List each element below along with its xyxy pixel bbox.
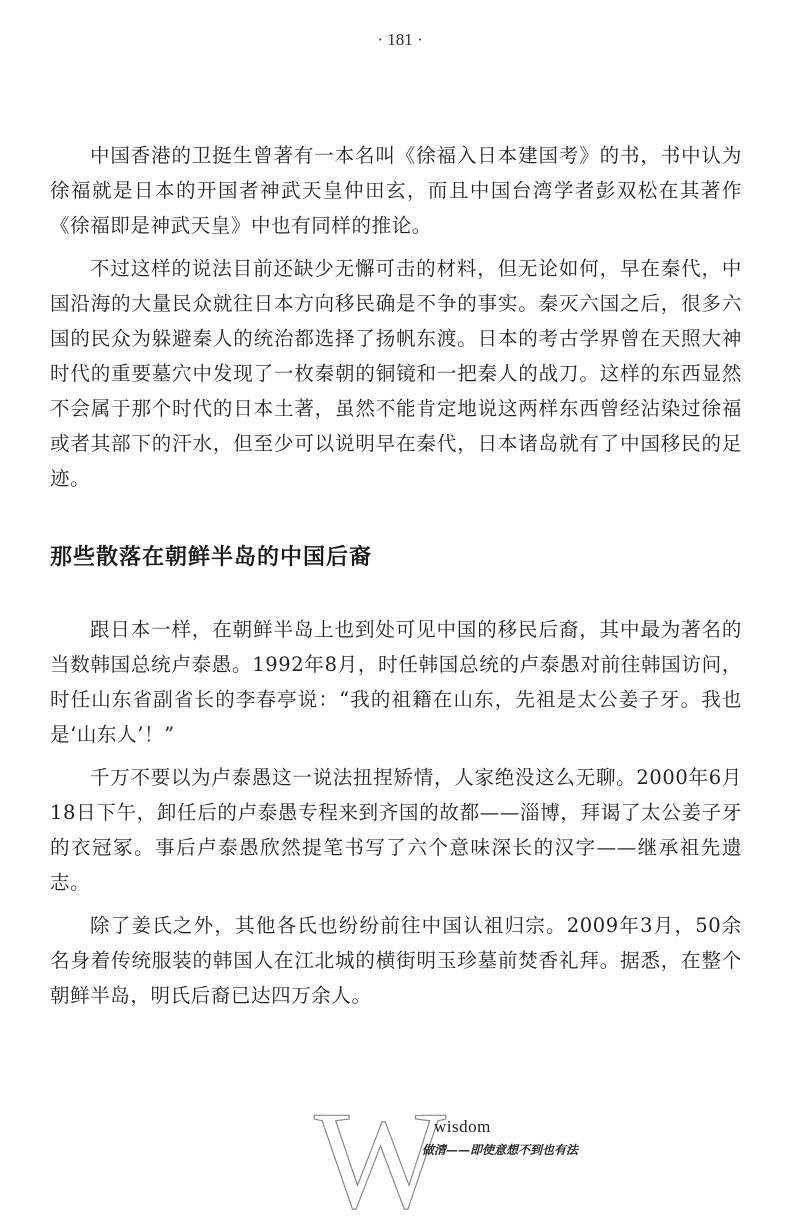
footer-brand-text: wisdom xyxy=(434,1117,491,1136)
footer-slogan: 做清——即使意想不到也有法 xyxy=(422,1143,579,1157)
section-heading: 那些散落在朝鲜半岛的中国后裔 xyxy=(50,545,373,570)
paragraph: 跟日本一样，在朝鲜半岛上也到处可见中国的移民后裔，其中最为著名的当数韩国总统卢泰愚。1992年8月，时任韩国总统的卢泰愚对前往韩国访问，时任山东省副省长的李春亭说：“我的祖籍在山东，先祖是太公姜子牙。我也是‘山东人’！” xyxy=(50,618,742,746)
paragraph: 不过这样的说法目前还缺少无懈可击的材料，但无论如何，早在秦代，中国沿海的大量民众就往日本方向移民确是不争的事实。秦灭六国之后，很多六国的民众为躲避秦人的统治都选择了扬帆东渡。日本的考古学界曾在天照大神时代的重要墓穴中发现了一枚秦朝的铜镜和一把秦人的战刀。这样的东西显然不会属于那个时代的日本土著，虽然不能肯定地说这两样东西曾经沾染过徐福或者其部下的汗水，但至少可以说明早在秦代，日本诸岛就有了中国移民的足迹。 xyxy=(50,257,742,490)
intro-text-block xyxy=(50,138,742,496)
footer-brand xyxy=(310,1095,640,1215)
logo-letter: W xyxy=(314,1095,447,1215)
paragraph: 千万不要以为卢泰愚这一说法扭捏矫情，人家绝没这么无聊。2000年6月18日下午，卸任后的卢泰愚专程来到齐国的故都——淄博，拜谒了太公姜子牙的衣冠冢。事后卢泰愚欣然提笔书写了六个意味深长的汉字——继承祖先遗志。 xyxy=(50,766,742,894)
paragraph: 中国香港的卫挺生曾著有一本名叫《徐福入日本建国考》的书，书中认为徐福就是日本的开国者神武天皇仲田玄，而且中国台湾学者彭双松在其著作《徐福即是神武天皇》中也有同样的推论。 xyxy=(50,144,742,237)
paragraph: 除了姜氏之外，其他各氏也纷纷前往中国认祖归宗。2009年3月，50余名身着传统服装的韩国人在江北城的横街明玉珍墓前焚香礼拜。据悉，在整个朝鲜半岛，明氏后裔已达四万余人。 xyxy=(50,914,742,1007)
section-text-block xyxy=(50,612,742,1013)
page-number: · 181 · xyxy=(377,30,423,49)
